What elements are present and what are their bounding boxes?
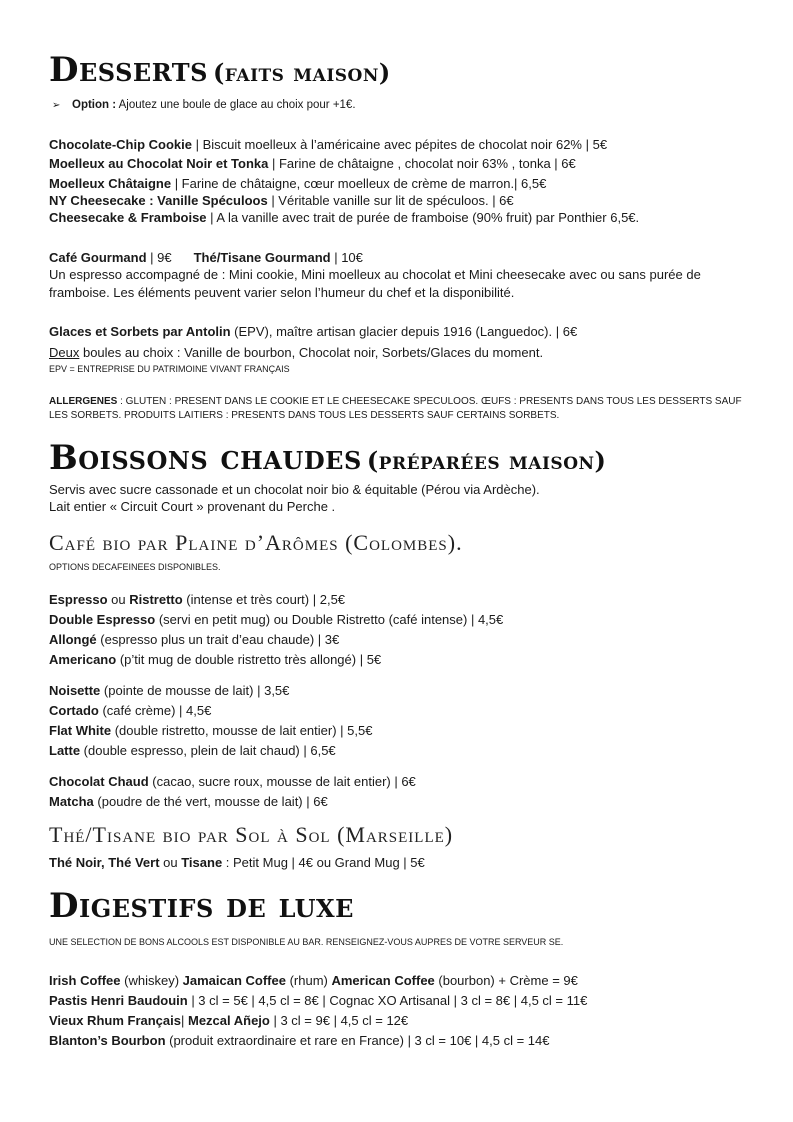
digestif-name: Jamaican Coffee (182, 973, 286, 988)
dessert-option (52, 96, 753, 115)
drink-desc: (café crème) | 4,5€ (98, 703, 212, 718)
dessert-desc: | Farine de châtaigne , chocolat noir 63% , tonka | 6€ (268, 156, 576, 171)
drink-item (49, 722, 753, 740)
digestif-name: American Coffee (331, 973, 435, 988)
option-label: Option : (72, 99, 117, 111)
drink-desc: (espresso plus un trait d’eau chaude) | 3€ (96, 632, 340, 647)
dessert-item (49, 192, 753, 210)
drink-name: Latte (49, 743, 81, 758)
drink-item (49, 611, 753, 629)
digestif-name: Blanton’s Bourbon (49, 1033, 166, 1048)
boissons-intro-2: Lait entier « Circuit Court » provenant du Perche . (49, 499, 336, 514)
the-names: Thé Noir, Thé Vert (49, 855, 160, 870)
drink-desc: (poudre de thé vert, mousse de lait) | 6€ (93, 794, 328, 809)
drink-item (49, 591, 753, 609)
dessert-item (49, 175, 753, 193)
digestif-item (49, 992, 753, 1010)
the-line (49, 854, 753, 872)
drink-ou: ou (107, 592, 130, 607)
the-gourmand-price: | 10€ (330, 250, 363, 265)
drink-desc: (double ristretto, mousse de lait entier) | 5,5€ (111, 723, 373, 738)
digestif-desc: (whiskey) (120, 973, 183, 988)
digestif-desc: (rhum) (285, 973, 332, 988)
glaces-desc: (EPV), maître artisan glacier depuis 1916 (Languedoc). | 6€ (230, 324, 578, 339)
deux-label: Deux (49, 345, 80, 360)
boissons-heading (49, 438, 753, 478)
glaces-line (49, 323, 753, 341)
boissons-title: Boissons chaudes (49, 438, 362, 478)
digestifs-note: UNE SELECTION DE BONS ALCOOLS EST DISPONIBLE AU BAR. RENSEIGNEZ-VOUS AUPRES DE VOTRE SERVEUR SE. (49, 937, 564, 947)
digestif-name: Vieux Rhum Français (49, 1013, 181, 1028)
drink-desc: (intense et très court) | 2,5€ (182, 592, 346, 607)
allergenes-label: ALLERGENES (49, 396, 118, 407)
epv-note: EPV = ENTREPRISE DU PATRIMOINE VIVANT FRANÇAIS (49, 364, 290, 374)
digestif-item (49, 1032, 753, 1050)
drink-item (49, 742, 753, 760)
desserts-heading (49, 50, 753, 90)
drink-desc: (servi en petit mug) ou Double Ristretto (café intense) | 4,5€ (155, 612, 504, 627)
dessert-desc: | Véritable vanille sur lit de spéculoos. | 6€ (267, 193, 514, 208)
dessert-item (49, 209, 753, 227)
digestif-name: Pastis Henri Baudouin (49, 993, 188, 1008)
dessert-desc: | Farine de châtaigne, cœur moelleux de crème de marron.| 6,5€ (171, 176, 547, 191)
drink-name: Allongé (49, 632, 97, 647)
dessert-desc: | A la vanille avec trait de purée de framboise (90% fruit) par Ponthier 6,5€. (206, 210, 640, 225)
drink-name: Flat White (49, 723, 112, 738)
boules-line (49, 344, 753, 362)
drink-desc: (p’tit mug de double ristretto très allongé) | 5€ (116, 652, 382, 667)
dessert-name: Moelleux Châtaigne (49, 176, 172, 191)
dessert-item (49, 136, 753, 154)
drink-item (49, 773, 753, 791)
dessert-name: NY Cheesecake : Vanille Spéculoos (49, 193, 268, 208)
drink-item (49, 702, 753, 720)
digestif-item (49, 1012, 753, 1030)
cafe-gourmand-name: Café Gourmand (49, 250, 147, 265)
dessert-name: Chocolate-Chip Cookie (49, 137, 193, 152)
digestif-name: Mezcal Añejo (187, 1013, 270, 1028)
the-prices: : Petit Mug | 4€ ou Grand Mug | 5€ (222, 855, 425, 870)
decaf-note: OPTIONS DECAFEINEES DISPONIBLES. (49, 562, 221, 572)
arrow-bullet-icon: ➢ (52, 100, 61, 111)
the-subheading: Thé/Tisane bio par Sol à Sol (Marseille) (49, 822, 454, 847)
desserts-title: Desserts (49, 50, 208, 90)
digestifs-title: Digestifs de luxe (49, 886, 354, 926)
desserts-subtitle: (faits maison) (212, 58, 391, 87)
digestif-desc: (produit extraordinaire et rare en France) | 3 cl = 10€ | 4,5 cl = 14€ (165, 1033, 550, 1048)
gourmand-line (49, 249, 753, 267)
drink-desc: (cacao, sucre roux, mousse de lait entier) | 6€ (148, 774, 416, 789)
the-ou: ou (159, 855, 182, 870)
gourmand-description: Un espresso accompagné de : Mini cookie, Mini moelleux au chocolat et Mini cheesecake avec ou sans purée de framboise. Les éléments peuvent varier selon l’humeur du chef et la disponibilité. (49, 267, 701, 300)
digestif-name: Irish Coffee (49, 973, 121, 988)
drink-name-alt: Ristretto (129, 592, 183, 607)
digestif-desc: | 3 cl = 9€ | 4,5 cl = 12€ (269, 1013, 409, 1028)
drink-desc: (pointe de mousse de lait) | 3,5€ (100, 683, 290, 698)
cafe-gourmand-price: | 9€ (146, 250, 172, 265)
drink-name: Matcha (49, 794, 94, 809)
drink-item (49, 682, 753, 700)
dessert-desc: | Biscuit moelleux à l’américaine avec pépites de chocolat noir 62% | 5€ (192, 137, 608, 152)
dessert-name: Moelleux au Chocolat Noir et Tonka (49, 156, 269, 171)
the-gourmand-name: Thé/Tisane Gourmand (193, 250, 331, 265)
digestif-desc: | 3 cl = 5€ | 4,5 cl = 8€ | Cognac XO Artisanal | 3 cl = 8€ | 4,5 cl = 11€ (187, 993, 588, 1008)
digestif-sep: | (180, 1013, 188, 1028)
drink-item (49, 793, 753, 811)
digestif-desc: (bourbon) + Crème = 9€ (434, 973, 578, 988)
boissons-subtitle: (préparées maison) (366, 446, 607, 475)
drink-name: Chocolat Chaud (49, 774, 149, 789)
drink-name: Espresso (49, 592, 108, 607)
drink-desc: (double espresso, plein de lait chaud) | 6,5€ (80, 743, 336, 758)
digestif-item (49, 972, 753, 990)
drink-item (49, 631, 753, 649)
boules-text: boules au choix : Vanille de bourbon, Chocolat noir, Sorbets/Glaces du moment. (79, 345, 544, 360)
allergenes-note (49, 395, 753, 423)
option-text: Ajoutez une boule de glace au choix pour +1€. (116, 99, 356, 111)
drink-name: Noisette (49, 683, 101, 698)
drink-item (49, 651, 753, 669)
glaces-name: Glaces et Sorbets par Antolin (49, 324, 231, 339)
tisane-name: Tisane (181, 855, 223, 870)
dessert-name: Cheesecake & Framboise (49, 210, 207, 225)
cafe-subheading: Café bio par Plaine d’Arômes (Colombes). (49, 530, 463, 555)
boissons-intro-1: Servis avec sucre cassonade et un chocolat noir bio & équitable (Pérou via Ardèche). (49, 482, 540, 497)
drink-name: Americano (49, 652, 117, 667)
digestifs-heading (49, 886, 753, 926)
allergenes-text: : GLUTEN : PRESENT DANS LE COOKIE ET LE CHEESECAKE SPECULOOS. ŒUFS : PRESENTS DANS TOUS LES DESSERTS SAUF LES SORBETS. PRODUITS LAITIERS : PRESENTS DANS TOUS LES DESSERTS SAUF CERTAINS SORBETS. (49, 396, 742, 421)
drink-name: Cortado (49, 703, 99, 718)
drink-name: Double Espresso (49, 612, 156, 627)
dessert-item (49, 155, 753, 173)
